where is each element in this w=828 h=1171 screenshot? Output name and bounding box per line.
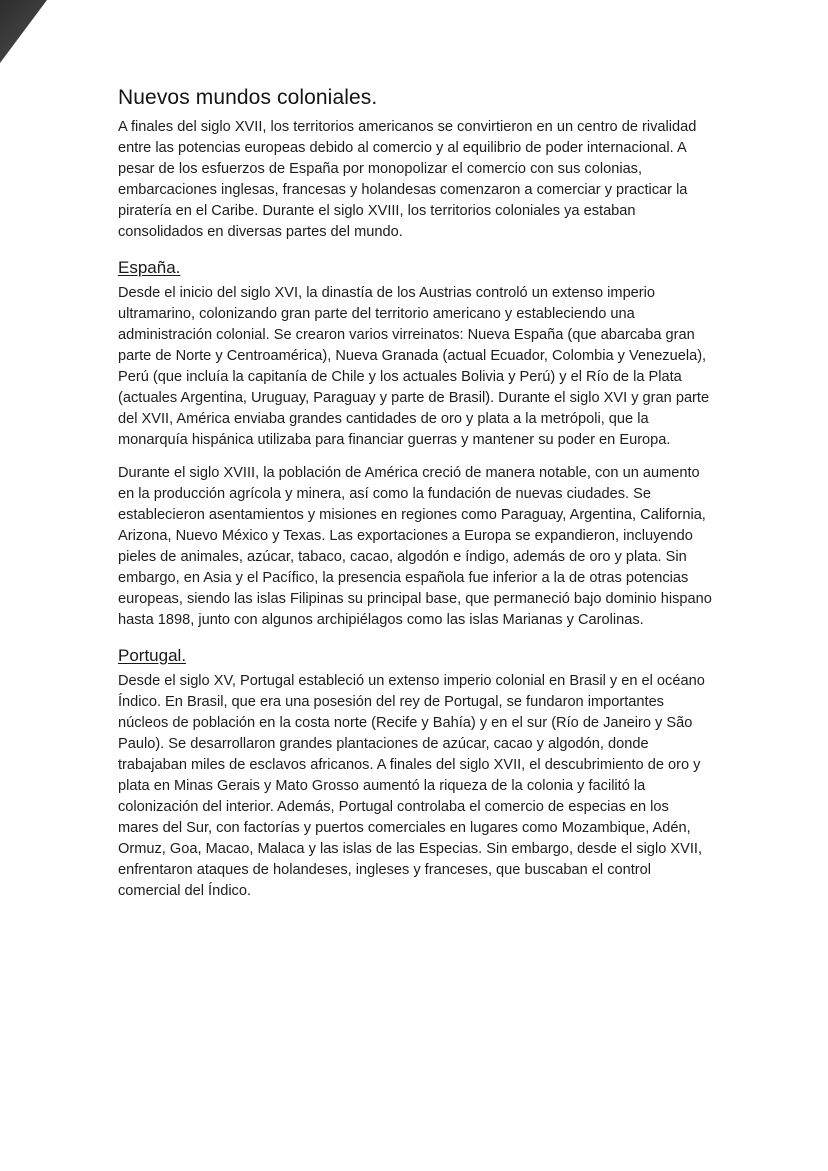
scan-corner-artifact: [0, 0, 47, 63]
section-heading-espana: España.: [118, 258, 181, 277]
document-title: Nuevos mundos coloniales.: [118, 86, 378, 109]
document-content: [118, 86, 712, 914]
intro-paragraph: A finales del siglo XVII, los territorios americanos se convirtieron en un centro de rivalidad entre las potencias europeas debido al comercio y al equilibrio de poder internacional. A pesar de los esfuerzos de España por monopolizar el comercio con sus colonias, embarcaciones inglesas, francesas y holandesas comenzaron a comerciar y practicar la piratería en el Caribe. Durante el siglo XVIII, los territorios coloniales ya estaban consolidados en diversas partes del mundo.: [118, 119, 697, 240]
espana-paragraph-2: Durante el siglo XVIII, la población de América creció de manera notable, con un aumento en la producción agrícola y minera, así como la fundación de nuevas ciudades. Se establecieron asentamientos y misiones en regiones como Paraguay, Argentina, California, Arizona, Nuevo México y Texas. Las exportaciones a Europa se expandieron, incluyendo pieles de animales, azúcar, tabaco, cacao, algodón e índigo, además de oro y plata. Sin embargo, en Asia y el Pacífico, la presencia española fue inferior a la de otras potencias europeas, siendo las islas Filipinas su principal base, que permaneció bajo dominio hispano hasta 1898, junto con algunos archipiélagos como las islas Marianas y Carolinas.: [118, 465, 712, 628]
portugal-paragraph-1: Desde el siglo XV, Portugal estableció un extenso imperio colonial en Brasil y en el océano Índico. En Brasil, que era una posesión del rey de Portugal, se fundaron importantes núcleos de población en la costa norte (Recife y Bahía) y en el sur (Río de Janeiro y São Paulo). Se desarrollaron grandes plantaciones de azúcar, cacao y algodón, donde trabajaban miles de esclavos africanos. A finales del siglo XVII, el descubrimiento de oro y plata en Minas Gerais y Mato Grosso aumentó la riqueza de la colonia y facilitó la colonización del interior. Además, Portugal controlaba el comercio de especias en los mares del Sur, con factorías y puertos comerciales en lugares como Mozambique, Adén, Ormuz, Goa, Macao, Malaca y las islas de las Especias. Sin embargo, desde el siglo XVII, enfrentaron ataques de holandeses, ingleses y franceses, que buscaban el control comercial del Índico.: [118, 673, 705, 899]
espana-paragraph-1: Desde el inicio del siglo XVI, la dinastía de los Austrias controló un extenso imperio ultramarino, colonizando gran parte del territorio americano y estableciendo una administración colonial. Se crearon varios virreinatos: Nueva España (que abarcaba gran parte de Norte y Centroamérica), Nueva Granada (actual Ecuador, Colombia y Venezuela), Perú (que incluía la capitanía de Chile y los actuales Bolivia y Perú) y el Río de la Plata (actuales Argentina, Uruguay, Paraguay y parte de Brasil). Durante el siglo XVI y gran parte del XVII, América enviaba grandes cantidades de oro y plata a la metrópoli, que la monarquía hispánica utilizaba para financiar guerras y mantener su poder en Europa.: [118, 285, 710, 448]
section-heading-portugal: Portugal.: [118, 646, 187, 665]
